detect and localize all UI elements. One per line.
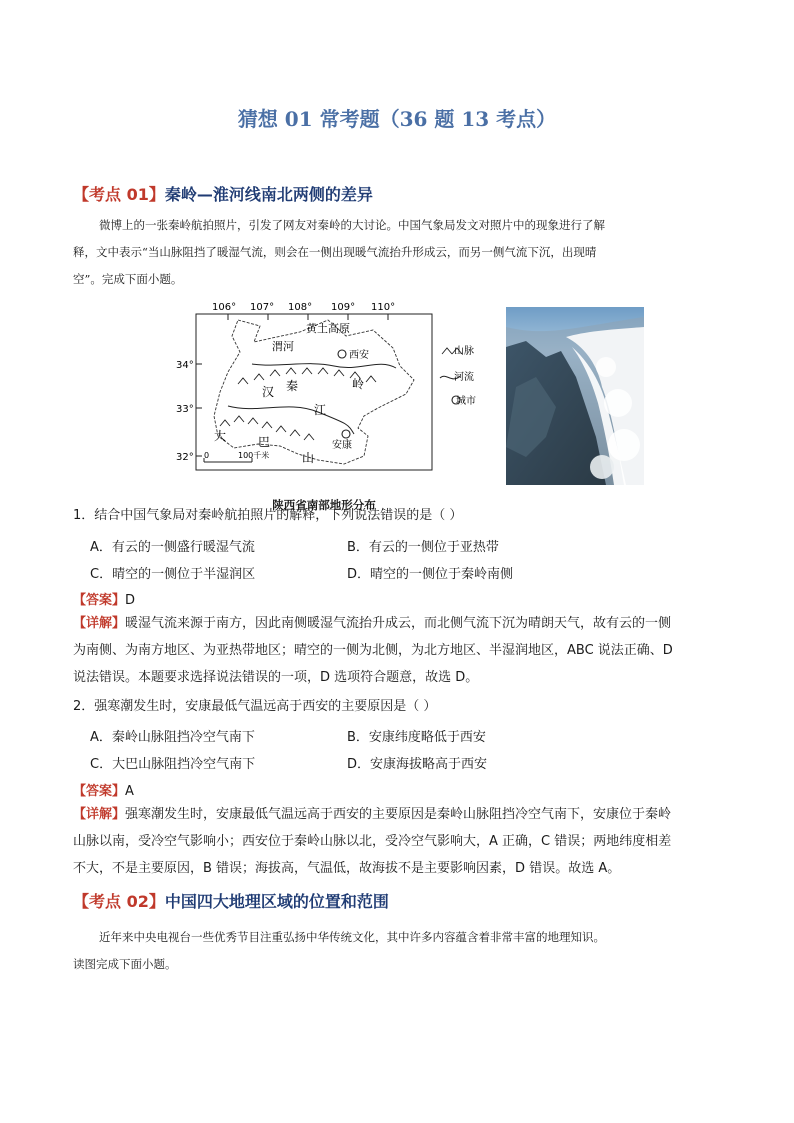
map-caption: 陕西省南部地形分布 [272, 498, 376, 512]
lon-label: 106° [212, 302, 237, 313]
page-title: 猜想 01 常考题（36 题 13 考点） [237, 107, 557, 131]
place-weihe: 渭河 [272, 340, 294, 353]
province-boundary [214, 320, 414, 464]
section-heading-2 [73, 889, 389, 912]
question-2-stem: 2．强寒潮发生时，安康最低气温远高于西安的主要原因是（ ） [73, 699, 437, 714]
question-2-option-b: B．安康纬度略低于西安 [347, 730, 486, 745]
wei-river [252, 364, 396, 368]
place-da: 大 [214, 429, 227, 443]
question-2-option-d: D．安康海拔略高于西安 [347, 757, 488, 772]
legend-river-label: 河流 [454, 372, 474, 383]
lon-label: 107° [250, 302, 275, 313]
question-1-option-a: A．有云的一侧盛行暖湿气流 [90, 540, 255, 555]
place-qin: 秦 [286, 379, 299, 393]
intro-paragraph-1: 微博上的一张秦岭航拍照片，引发了网友对秦岭的大讨论。中国气象局发文对照片中的现象进行了解 释，文中表示“当山脉阻挡了暖湿气流，则会在一侧出现暖气流抬升形成云，而另一侧气流下沉，出现晴 空”。完成下面小题。 [73, 218, 605, 286]
lon-label: 108° [288, 302, 313, 313]
xian-city-marker [338, 350, 346, 358]
place-han: 汉 [262, 385, 275, 399]
ankang-city-marker [342, 430, 350, 438]
lat-label: 32° [176, 452, 194, 463]
question-1-explanation: 【详解】暖湿气流来源于南方，因此南侧暖湿气流抬升成云，而北侧气流下沉为晴朗天气，故有云的一侧 为南侧、为南方地区、为亚热带地区；晴空的一侧为北侧，为北方地区、半湿润地区，ABC 说法正确、D 说法错误。本题要求选择说法错误的一项，D 选项符合题意，故选 D。 [73, 616, 673, 685]
question-1-stem: 1．结合中国气象局对秦岭航拍照片的解释，下列说法错误的是（ ） [73, 508, 463, 523]
place-ba: 巴 [258, 435, 271, 449]
section-label: 【考点 01】 [73, 185, 165, 204]
question-1-option-b: B．有云的一侧位于亚热带 [347, 540, 499, 555]
lat-label: 33° [176, 404, 194, 415]
place-loess-plateau: 黄土高原 [306, 322, 350, 335]
lat-label: 34° [176, 360, 194, 371]
legend-mountain-label: 山脉 [454, 346, 474, 357]
question-2-option-c: C．大巴山脉阻挡冷空气南下 [90, 757, 256, 772]
shaanxi-terrain-map [168, 296, 480, 490]
question-2-answer: 【答案】A [73, 784, 134, 799]
lon-label: 109° [331, 302, 356, 313]
section-heading-1 [73, 182, 373, 205]
lon-label: 110° [371, 302, 396, 313]
qinling-aerial-photo [506, 307, 644, 485]
section-title: 秦岭—淮河线南北两侧的差异 [164, 185, 373, 204]
question-2-explanation: 【详解】强寒潮发生时，安康最低气温远高于西安的主要原因是秦岭山脉阻挡冷空气南下，安康位于秦岭 山脉以南，受冷空气影响小；西安位于秦岭山脉以北，受冷空气影响大，A 正确，C 错误；两地纬度相差 不大，不是主要原因，B 错误；海拔高，气温低，故海拔不是主要影响因素，D 错误。故选 A。 [73, 807, 672, 876]
question-1-option-d: D．晴空的一侧位于秦岭南侧 [347, 567, 514, 582]
scale-zero: 0 [204, 451, 210, 460]
question-1-answer: 【答案】D [73, 593, 136, 608]
legend-city-label: 城市 [456, 396, 476, 407]
scale-length: 100千米 [238, 451, 270, 460]
place-ankang: 安康 [332, 440, 352, 451]
question-2-option-a: A．秦岭山脉阻挡冷空气南下 [90, 730, 255, 745]
place-jiang: 江 [314, 403, 327, 417]
question-1-option-c: C．晴空的一侧位于半湿润区 [90, 567, 256, 582]
han-river [228, 406, 354, 434]
intro-paragraph-2: 近年来中央电视台一些优秀节目注重弘扬中华传统文化，其中许多内容蕴含着非常丰富的地理知识。 读图完成下面小题。 [73, 930, 605, 971]
section-title: 中国四大地理区域的位置和范围 [164, 892, 389, 911]
place-ling: 岭 [352, 377, 365, 391]
place-xian: 西安 [349, 350, 369, 361]
place-shan: 山 [302, 451, 315, 465]
section-label: 【考点 02】 [73, 892, 165, 911]
